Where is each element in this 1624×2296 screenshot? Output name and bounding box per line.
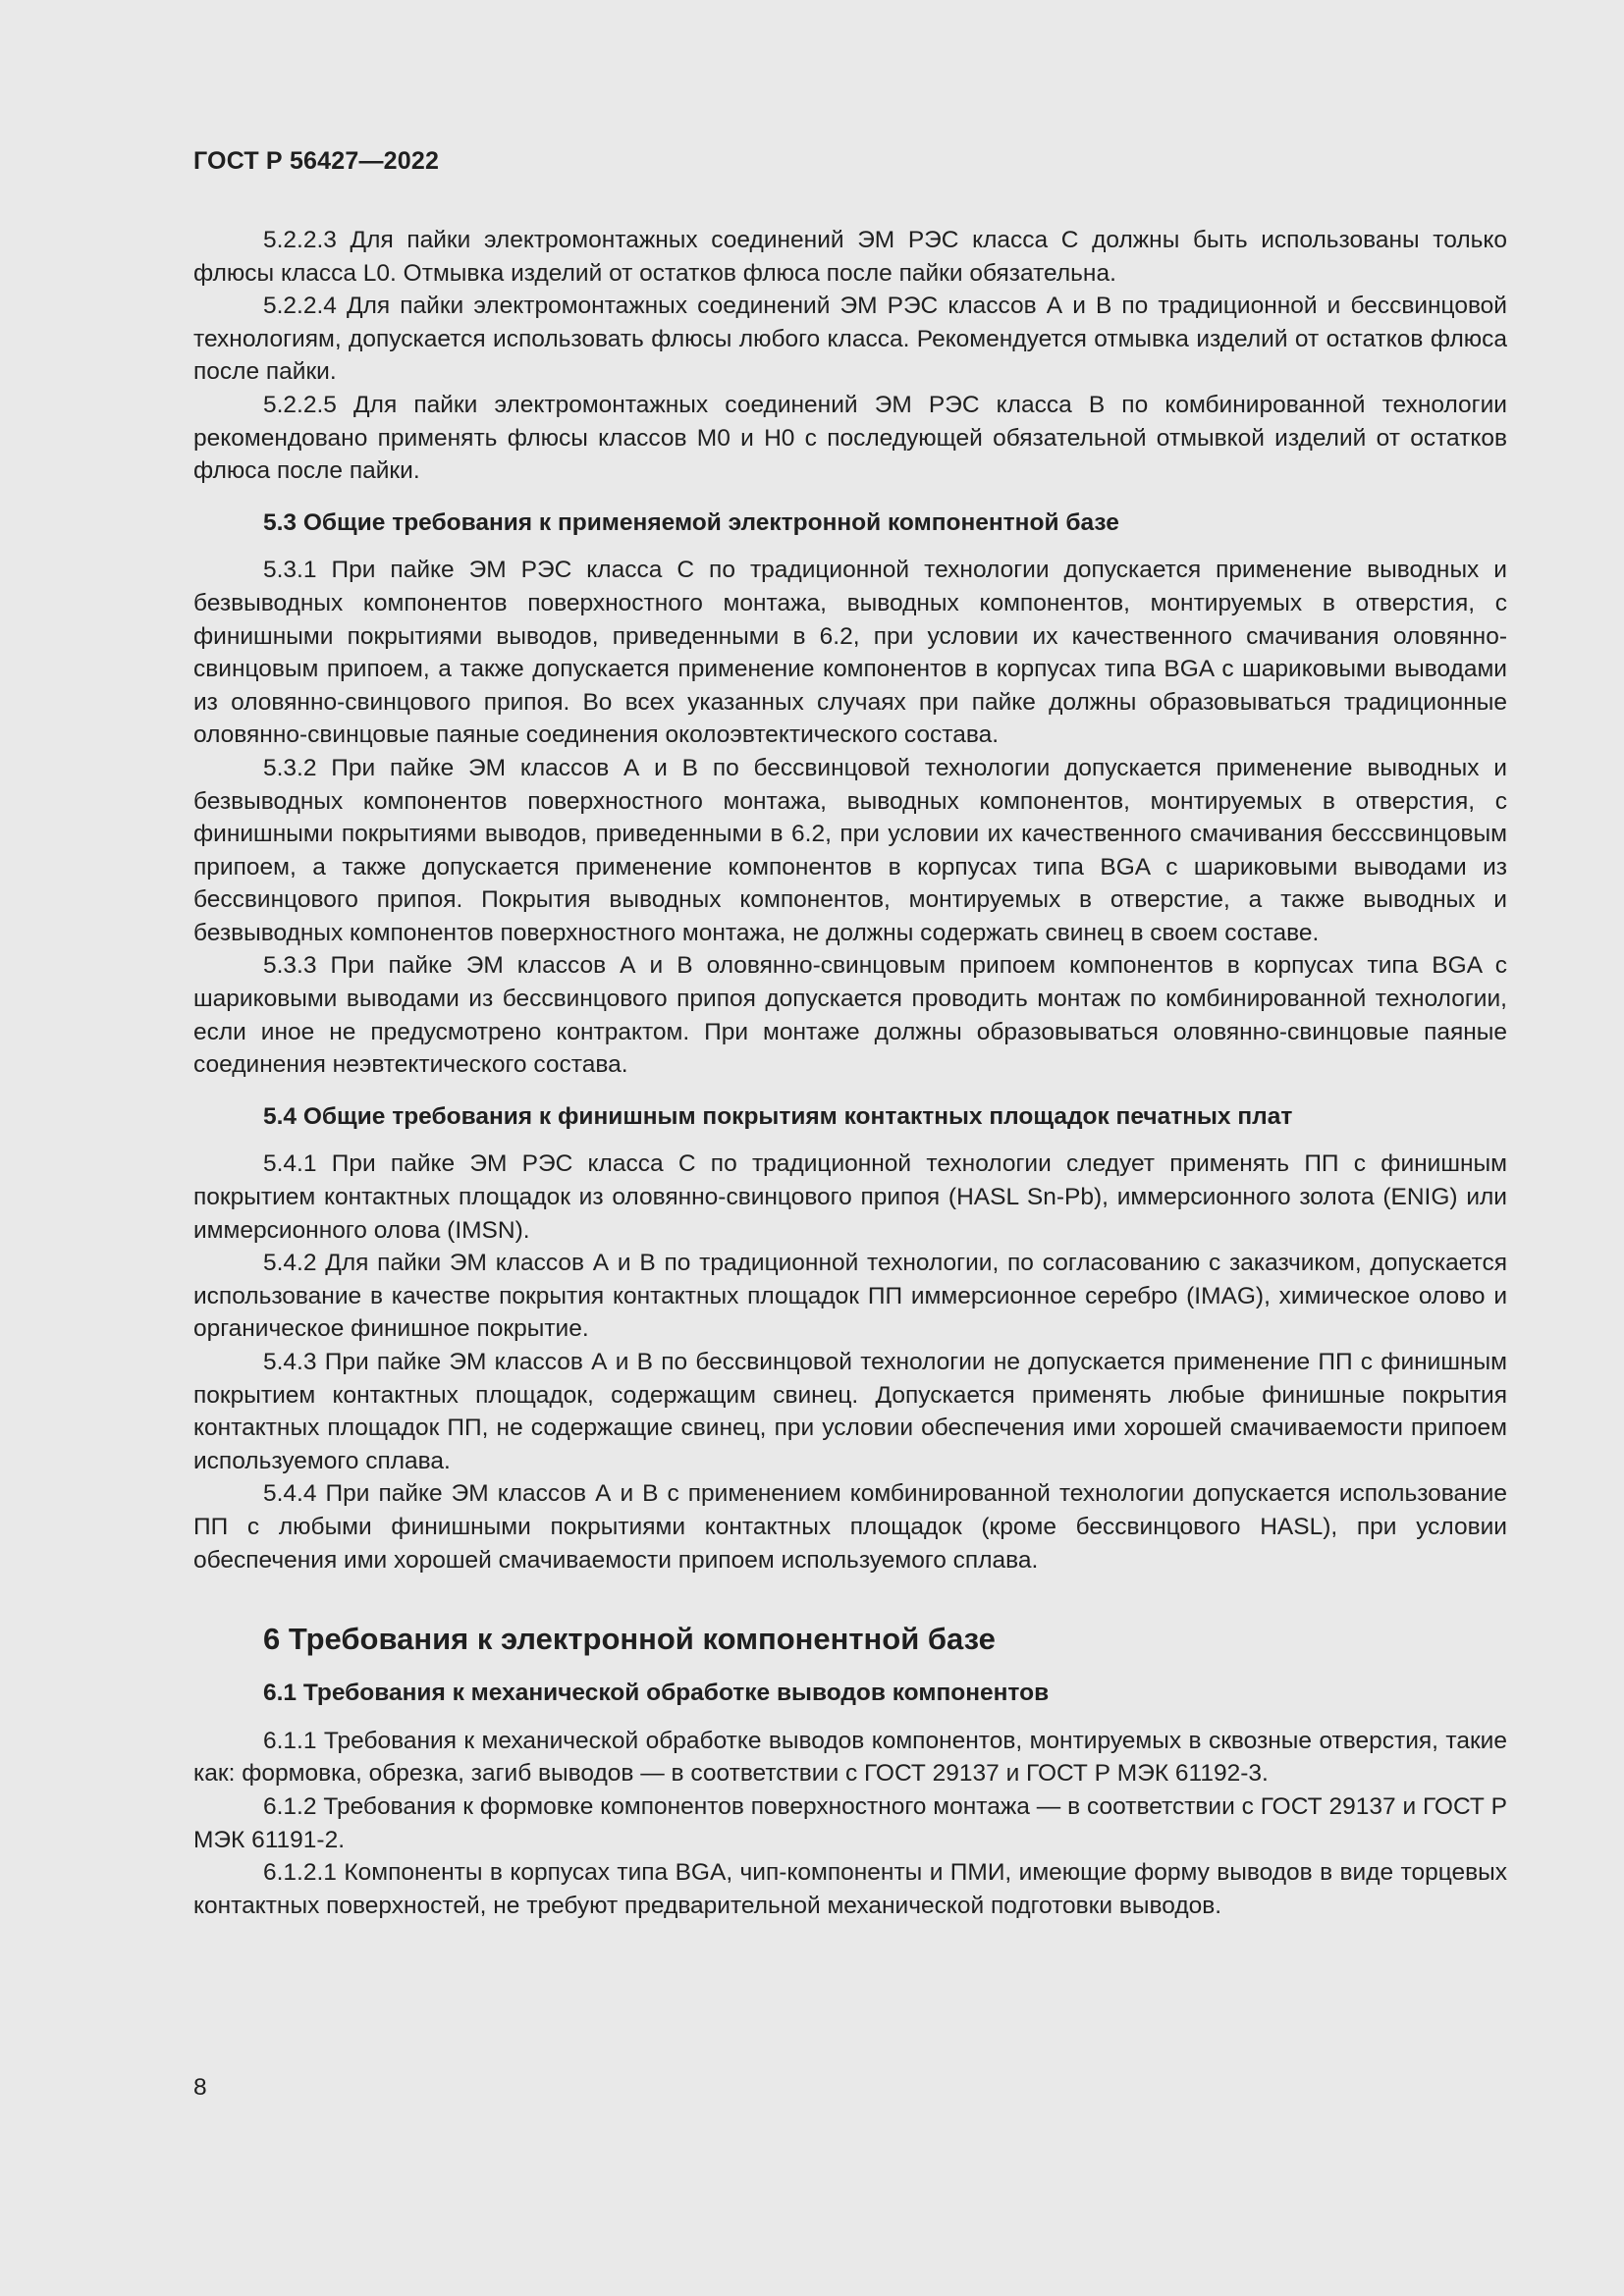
paragraph-5-2-2-4: 5.2.2.4 Для пайки электромонтажных соединений ЭМ РЭС классов А и В по традиционной и бессвинцовой технологиям, допускается использовать флюсы любого класса. Рекомендуется отмывка изделий от остатков флюса после пайки. [193,293,1507,386]
section-heading-5-3: 5.3 Общие требования к применяемой электронной компонентной базе [263,508,1119,536]
paragraph-6-1-1: 6.1.1 Требования к механической обработке выводов компонентов, монтируемых в сквозные отверстия, такие как: формовка, обрезка, загиб выводов — в соответствии с ГОСТ 29137 и ГОСТ Р МЭК 61192-3. [193,1727,1507,1788]
chapter-heading-6: 6 Требования к электронной компонентной базе [263,1622,996,1657]
paragraph-5-3-1: 5.3.1 При пайке ЭМ РЭС класса С по традиционной технологии допускается применение выводных и безвыводных компонентов поверхностного монтажа, выводных компонентов, монтируемых в отверстия, с финишными покрытиями выводов, приведенными в 6.2, при условии их качественного смачивания оловянно-свинцовым припоем, а также допускается применение компонентов в корпусах типа BGA с шариковыми выводами из оловянно-свинцового припоя. Во всех указанных случаях при пайке должны образовываться традиционные оловянно-свинцовые паяные соединения околоэвтектического состава. [193,557,1507,749]
paragraph-5-4-1: 5.4.1 При пайке ЭМ РЭС класса С по традиционной технологии следует применять ПП с финишным покрытием контактных площадок из оловянно-свинцового припоя (HASL Sn-Pb), иммерсионного золота (ENIG) или иммерсионного олова (IMSN). [193,1150,1507,1244]
paragraph-5-4-2: 5.4.2 Для пайки ЭМ классов А и В по традиционной технологии, по согласованию с заказчиком, допускается использование в качестве покрытия контактных площадок ПП иммерсионное серебро (IMAG), химическое олово и органическое финишное покрытие. [193,1250,1507,1343]
paragraph-5-4-3: 5.4.3 При пайке ЭМ классов А и В по бессвинцовой технологии не допускается применение ПП с финишным покрытием контактных площадок, содержащим свинец. Допускается применять любые финишные покрытия контактных площадок ПП, не содержащие свинец, при условии обеспечения ими хорошей смачиваемости припоем используемого сплава. [193,1349,1507,1474]
paragraph-5-3-2: 5.3.2 При пайке ЭМ классов А и В по бессвинцовой технологии допускается применение выводных и безвыводных компонентов поверхностного монтажа, выводных компонентов, монтируемых в отверстия, с финишными покрытиями выводов, приведенными в 6.2, при условии их качественного смачивания бессcвинцовым припоем, а также допускается применение компонентов в корпусах типа BGA с шариковыми выводами из бессвинцового припоя. Покрытия выводных компонентов, монтируемых в отверстие, а также выводных и безвыводных компонентов поверхностного монтажа, не должны содержать свинец в своем составе. [193,754,1507,946]
paragraph-6-1-2-1: 6.1.2.1 Компоненты в корпусах типа BGA, чип-компоненты и ПМИ, имеющие форму выводов в виде торцевых контактных поверхностей, не требуют предварительной механической подготовки выводов. [193,1859,1507,1919]
paragraph-5-2-2-3: 5.2.2.3 Для пайки электромонтажных соединений ЭМ РЭС класса С должны быть использованы только флюсы класса L0. Отмывка изделий от остатков флюса после пайки обязательна. [193,227,1507,287]
section-heading-5-4: 5.4 Общие требования к финишным покрытиям контактных площадок печатных плат [263,1102,1293,1130]
paragraph-6-1-2: 6.1.2 Требования к формовке компонентов поверхностного монтажа — в соответствии с ГОСТ 29137 и ГОСТ Р МЭК 61191-2. [193,1792,1507,1853]
section-heading-6-1: 6.1 Требования к механической обработке выводов компонентов [263,1680,1050,1707]
page-number: 8 [193,2074,207,2101]
paragraph-5-4-4: 5.4.4 При пайке ЭМ классов А и В с применением комбинированной технологии допускается использование ПП с любыми финишными покрытиями контактных площадок (кроме бессвинцового HASL), при условии обеспечения ими хорошей смачиваемости припоем используемого сплава. [193,1480,1507,1574]
document-header: ГОСТ Р 56427—2022 [193,147,440,175]
document-body [193,224,1507,1922]
paragraph-5-2-2-5: 5.2.2.5 Для пайки электромонтажных соединений ЭМ РЭС класса В по комбинированной технологии рекомендовано применять флюсы классов М0 и Н0 с последующей обязательной отмывкой изделий от остатков флюса после пайки. [193,391,1507,485]
paragraph-5-3-3: 5.3.3 При пайке ЭМ классов А и В оловянно-свинцовым припоем компонентов в корпусах типа BGA с шариковыми выводами из бессвинцового припоя допускается проводить монтаж по комбинированной технологии, если иное не предусмотрено контрактом. При монтаже должны образовываться оловянно-свинцовые паяные соединения неэвтектического состава. [193,952,1507,1079]
